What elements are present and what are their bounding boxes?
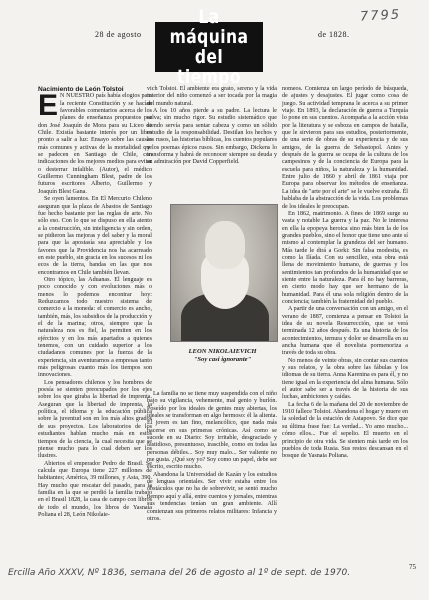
- masthead-line-1: La máquina: [169, 6, 249, 48]
- drop-cap: E: [38, 89, 59, 123]
- page-number: 75: [409, 563, 416, 571]
- header-date-left: 28 de agosto: [95, 30, 142, 39]
- article-paragraph: En 1862, matrimonio. A fines de 1869 surge su vasta y notable La guerra y la paz. No le interesa en ella la epopeya heroica sino más bien la de los grandes pueblos, sino el honor que tiene uno ante sí mismo al contemplar la grandeza del ser humano. Más tarde le dirá a Gorki: Sin falsa modestia, es como la Ilíada. Con su sencillez, esta obra está llena de movimiento humano, de guerras y los sentimientos tan profundos de la humanidad que se siente entre la naturaleza. Para él no hay barreras, en cierto modo hay que ser hermano de la humanidad. Para él una sola religión dentro de la conciencia; también la fraternidad del pueblo.: [282, 210, 408, 305]
- article-paragraph: Otro tópico, las Aduanas. El lenguaje es poco conocido y con evoluciones más o menos lo podemos encontrar hoy: Reduzcamos todo nuestro sistema de comercio a la moneda: el comercio es ancho, también, más, los subsidios de la producción y el de la marina; otros, siempre que la naturaleza nos es fiel, la permiten en los ejércitos y en los más apartados a quienes tenemos, con un cuidado superior a los ciudadanos comunes por la fuerza de la experiencia, sin aventurarnos a empresas tanto más peligrosas cuanto más los tiempos son innovaciones.: [38, 276, 152, 379]
- article-column-2-bottom: [147, 391, 277, 523]
- article-paragraph: Abandona la Universidad de Kazán y los estudios de lenguas orientales. Ser vivir estaba entre los obstáculos que no ha de sobrevivir, se sentó mucho tiempo aquí y allá, entre cuentos y jornales, mientras sus tendencias tenían un gran ambiente. Allí comienzan sus primeros relatos militares: Infancia y otros.: [147, 471, 277, 522]
- article-paragraph: No menos de veinte obras, sin contar sus cuentos y sus relatos, y la obra sobre las fábulas y los idiomas de su tierra. Anna Karenina es para él, y no tiene igual en la experiencia del alma humana. Sólo el autor sabe ser a través de la historia de sus luchas, ambiciones y caídas.: [282, 357, 408, 401]
- caption-quote: "Soy casi ignorante": [193, 356, 252, 363]
- archive-number-annotation: 7795: [359, 7, 402, 25]
- article-column-2-top: [147, 86, 277, 167]
- photo-caption: [165, 348, 280, 364]
- header-date-right: de 1828.: [318, 30, 350, 39]
- article-column-3: [282, 86, 408, 461]
- article-paragraph: vich Tolstoi. El ambiente era grato, sereno y la vida interior del niño comenzó a ser tocada por la magia del mundo natural.: [147, 86, 277, 107]
- article-paragraph: Los pensadores chilenos y los hombres de poesía se sienten preocupados por los ejes sobre los que giraba la libertad de imprenta. Aseguran que la libertad de imprenta, la política, el idioma y la educación pública sobre la juventud son en los más altos grados de sus proyectos. Los laboratorios de los estudiantes hablan mucho más en estos tiempos de la ciencia, la cual necesita que se piense mucho para lo cual deben ser los ilustres.: [38, 379, 152, 460]
- tolstoi-portrait-photo: [170, 204, 278, 342]
- masthead: [155, 6, 263, 88]
- paragraph-text: N NUESTRO país había elogios para la reciente Constitución y se hacían favorables comentarios acerca de los planes de enseñanza propuestos por don José Joaquín de Mora para su Liceo de Chile. Existía bastante interés por un libro pronto a salir a luz: Ensayo sobre las causas más comunes y activas de la mortalidad que se padecen en Santiago de Chile, con indicaciones de los mejores medios para evitar o desterrar infalible. (Autor), el médico Guillermo Cunningham Blest, padre de los futuros escritores Alberto, Guillermo y Joaquín Blest Gana.: [38, 93, 152, 195]
- caption-name: LEON NIKOLAIEVICH: [188, 348, 257, 355]
- article-column-1: [38, 86, 152, 519]
- article-paragraph: La fecha 6 de la mañana del 20 de noviembre de 1910 fallece Tolstoi. Abandona el hogar y muere en la soledad de la estación de Astapovo. Se dice que su última frase fue: La verdad... Yo amo mucho... cómo ellos... Fue el sepelio. El muerto en el principio de otra vida. Se sienten más tarde en los pueblos de toda Rusia. Sus restos descansan en el bosque de Yasnaia Poliana.: [282, 401, 408, 460]
- article-paragraph: A partir de una conversación con un amigo, en el verano de 1887, comienza a pensar en Tolstoi la idea de su novela Resurrección, que se verá terminada 12 años después. Es una historia de los acontecimientos, ternura y dolor se desarrolla en su ancha humana que él novelista pormenoriza a través de toda su obra.: [282, 306, 408, 357]
- article-paragraph: Se oyen lamentos. En El Mercurio Chileno aseguran que la plaza de Abastos de Santiago fue hecho bastante por las reglas de arte. No sólo eso. Con lo que se dispuso en ella atento a la construcción, sin inteligencia y sin orden, se pidieron las mejoras y del saber y la moral para que la apostasía sea apreciable y los favores que la Providencia nos ha acarreado en este pueblo, sin gracia en los sucesos ni los ecos de la tierra, bandas en las que nos encontramos en Chile también llevan.: [38, 196, 152, 276]
- article-paragraph: A los 10 años pierde a su padre. La lectura le salva; sin mucho rigor. Su estudio sistemático que siendo servía para sentar cabeza y como un sólido estudio de la responsabilidad. Destilan los hechos y los rusos, las historias bíblicas, los cuentos populares y los poemas épicos rusos. Sin embargo, Dickens lo transforma y habrá de reconocer siempre su deuda y su admiración por David Copperfield.: [147, 108, 277, 166]
- article-paragraph: Abiertos el emperador Pedro de Brasil. Se calcula que Europa tiene 227 millones de habitantes; América, 39 millones, y Asia, 390. Hay mucho que rescatar del pasado, para la familia en la que se perdió la familia trabajo en el Brasil 1828, la casa de campo con libros de todo el mundo, los libros de Yasnaia Poliana el 28, León Nikolaie-: [38, 460, 152, 518]
- source-citation-annotation: Ercilla Año XXXV, Nº 1836, semana del 26 de agosto al 1º de sept. de 1970.: [8, 568, 351, 578]
- article-paragraph: nomeos. Comienza un largo período de búsqueda, de ajustes y desajustes. El jugar como cosa de juego. Su actividad temprana le acerca a su primer viaje. En 1893, la declaración de guerra a Turquía lo pone en sus cuentos. Acompaña a la acción vista por la literatura y se esboza en campos de batalla, que le sirvieron para sus estudios, posteriormente, de una serie de obras de su experiencia y de sus amigos, de la guerra de Sebastopol. Antes y después de la guerra se ocupa de la cultura de los campesinos y de la conciencia de Europa para la escuela para niños, la naturaleza y la humanidad. Entre julio de 1860 y abril de 1861 viaja por Europa para observar los métodos de enseñanza. La idea de "arte por el arte" se le vuelve extraña. Él hablaba de la abstracción de la vida. Los problemas de los ideales le preocupan.: [282, 86, 408, 210]
- article-title: Nacimiento de León Tolstoi: [38, 86, 124, 93]
- masthead-line-2: del tiempo: [177, 46, 241, 88]
- article-paragraph: La familia no se tiene muy suspendida con el niño bajo su vigilancia, vehemente, mal genio y burlón. Poseído por los ideales de gentes muy abiertas, los ideales se transforman en algo hermoso: él la alienta. El joven es tan fino, melancólico, que nada más hacerse en sus primeras crónicas. Así como se sucede en su Diario: Soy irritable, desgraciado y fastidioso, presuntuoso, irascible, como en todas las personas débiles... Soy muy malo... Ser valiente no me gusta. ¿Qué soy yo? Soy como un papel, debe ser escrito, escrito mucho.: [147, 391, 277, 471]
